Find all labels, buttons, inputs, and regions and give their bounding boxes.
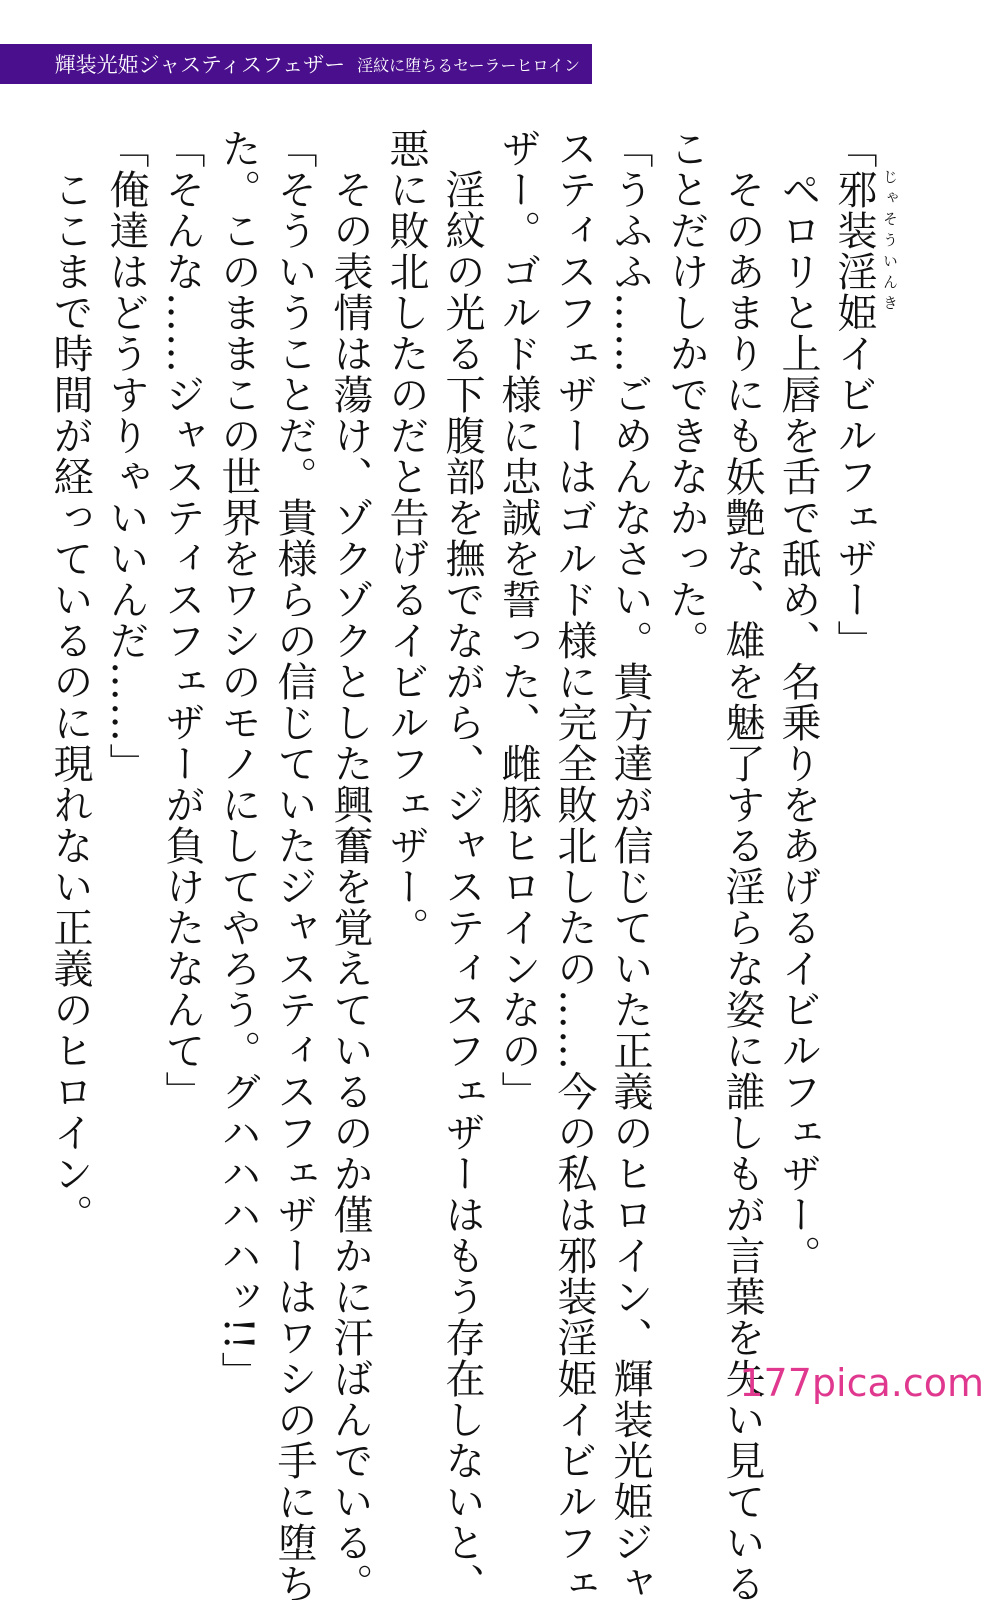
- text-line: た。このままこの世界をワシのモノにしてやろう。グハハハハッ!!」: [215, 128, 261, 1393]
- ruby-annotated-word: [831, 169, 899, 333]
- text-line: スティスフェザーはゴルド様に完全敗北したの……今の私は邪装淫姫イビルフェ: [551, 128, 597, 1604]
- book-subtitle: 淫紋に堕ちるセーラーヒロイン: [357, 55, 580, 75]
- text-line: ここまで時間が経っているのに現れない正義のヒロイン。: [47, 128, 93, 1235]
- text-line: 「そんな……ジャスティスフェザーが負けたなんて」: [159, 128, 205, 1112]
- text-line: その表情は蕩け、ゾクゾクとした興奮を覚えているのか僅かに汗ばんでいる。: [327, 128, 373, 1604]
- running-header: [0, 44, 592, 84]
- text-line: 「邪装淫姫 じゃそういんき イビルフェザー」: [831, 128, 899, 661]
- text-line: そのあまりにも妖艶な、雄を魅了する淫らな姿に誰しもが言葉を失い見ている: [719, 128, 765, 1604]
- site-watermark: 177pica.com: [739, 1361, 984, 1405]
- ruby-reading: じゃそういんき: [881, 169, 899, 316]
- book-title: 輝装光姫ジャスティスフェザー: [54, 53, 346, 77]
- ruby-base: 邪装淫姫: [831, 169, 877, 333]
- text-line: ペロリと上唇を舌で舐め、名乗りをあげるイビルフェザー。: [775, 128, 821, 1276]
- text-line: 「そういうことだ。貴様らの信じていたジャスティスフェザーはワシの手に堕ち: [271, 128, 317, 1604]
- text-line: ことだけしかできなかった。: [663, 128, 709, 661]
- text-line: 淫紋の光る下腹部を撫でながら、ジャスティスフェザーはもう存在しないと、: [439, 128, 485, 1604]
- text-line: 「うふふ……ごめんなさい。貴方達が信じていた正義のヒロイン、輝装光姫ジャ: [607, 128, 653, 1604]
- text-line: ザー。ゴルド様に忠誠を誓った、雌豚ヒロインなの」: [495, 128, 541, 1112]
- text-line: 「俺達はどうすりゃいいんだ……」: [103, 128, 149, 784]
- text-line: 悪に敗北したのだと告げるイビルフェザー。: [383, 128, 429, 948]
